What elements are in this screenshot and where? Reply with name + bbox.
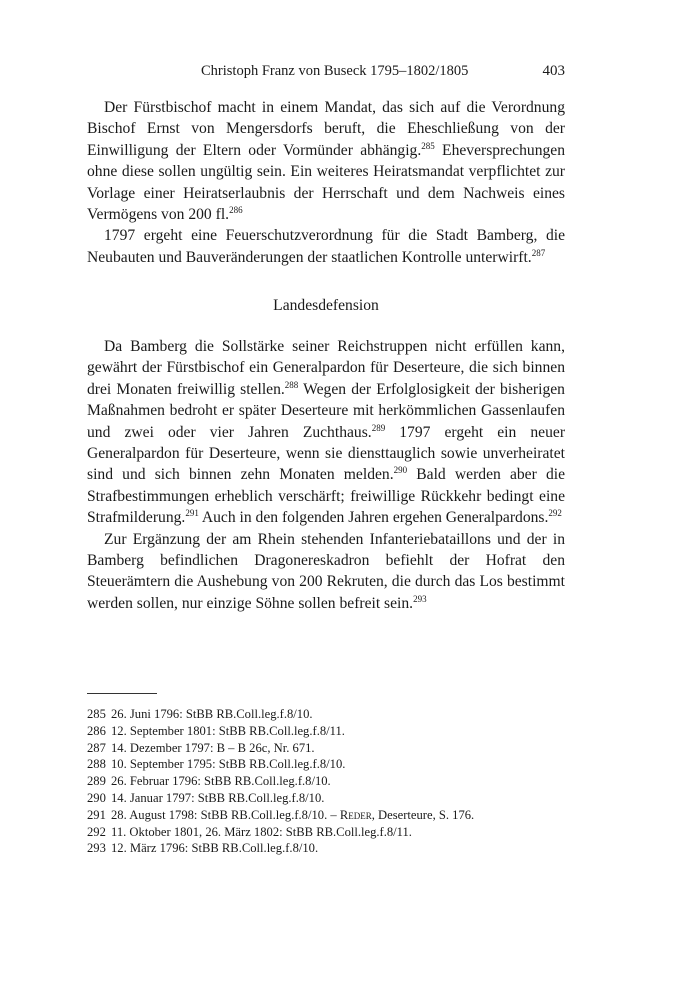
page-number: 403 bbox=[542, 63, 565, 79]
paragraph bbox=[87, 336, 565, 529]
footnote-text bbox=[111, 790, 324, 807]
paragraph-text: Da Bamberg die Sollstärke seiner Reichstruppen nicht erfüllen kann, gewährt der Fürstbischof ein Generalpardon für Deserteure, die sich binnen drei Monaten freiwillig stellen. bbox=[87, 338, 565, 398]
paragraph bbox=[87, 529, 565, 615]
paragraph-text: Zur Ergänzung der am Rhein stehenden Infanteriebataillons und der in Bamberg befindlichen Dragonereskadron befiehlt der Hofrat den Steuerämtern die Aushebung von 200 Rekruten, die durch das Los bestimmt werden sollen, nur einzige Söhne sollen befreit sein. bbox=[87, 530, 565, 612]
paragraph-text: Auch in den folgenden Jahren ergehen Generalpardons. bbox=[198, 509, 549, 527]
footnote-separator bbox=[87, 693, 157, 694]
footnote-text bbox=[111, 807, 474, 824]
footnote-text bbox=[111, 773, 331, 790]
footnote-text bbox=[111, 740, 315, 757]
footnote-ref[interactable]: 288 bbox=[284, 379, 299, 390]
footnote-text bbox=[111, 706, 313, 723]
footnote-number: 293 bbox=[87, 841, 106, 856]
paragraph-text: 1797 ergeht ein neuer Generalpardon für Deserteure, wenn sie diensttauglich sowie unverheiratet sind und sich binnen zehn Monaten melden. bbox=[87, 423, 566, 484]
footnote-ref[interactable]: 291 bbox=[185, 508, 199, 519]
paragraph bbox=[87, 225, 565, 268]
footnote-text bbox=[111, 756, 345, 773]
footnotes bbox=[87, 706, 565, 857]
footnote bbox=[87, 773, 565, 790]
running-title: Christoph Franz von Buseck 1795–1802/1805 bbox=[201, 63, 469, 79]
footnote-number: 286 bbox=[87, 723, 106, 738]
paragraph-text: Bald werden aber die Strafbestimmungen erheblich verschärft; freiwillige Rückkehr bedingt eine Strafmilderung. bbox=[87, 466, 565, 527]
footnote-ref[interactable]: 292 bbox=[548, 508, 562, 519]
footnote-text bbox=[111, 840, 318, 857]
footnote-citation: 10. September 1795: StBB RB.Coll.leg.f.8/10. bbox=[111, 757, 346, 772]
footnote-author: Reder bbox=[339, 807, 372, 822]
section-heading: Landesdefension bbox=[273, 297, 379, 314]
footnote bbox=[87, 840, 565, 857]
paragraph-text: 1797 ergeht eine Feuerschutzverordnung für die Stadt Bamberg, die Neubauten und Bauveränderungen der staatlichen Kontrolle unterwirft. bbox=[87, 227, 565, 266]
footnote bbox=[87, 790, 565, 807]
footnote-citation: 14. Dezember 1797: B – B 26c, Nr. 671. bbox=[111, 740, 315, 755]
footnote-citation: 12. September 1801: StBB RB.Coll.leg.f.8/11. bbox=[111, 723, 345, 738]
paragraph bbox=[87, 97, 565, 225]
footnote-citation: 26. Februar 1796: StBB RB.Coll.leg.f.8/10. bbox=[111, 774, 331, 789]
footnote-number: 292 bbox=[87, 824, 106, 839]
footnote-number: 287 bbox=[87, 740, 106, 755]
footnote bbox=[87, 723, 565, 740]
footnote-citation: 14. Januar 1797: StBB RB.Coll.leg.f.8/10. bbox=[111, 790, 325, 805]
footnote-number: 290 bbox=[87, 790, 106, 805]
footnote-ref[interactable]: 290 bbox=[393, 465, 408, 476]
footnote bbox=[87, 824, 565, 841]
footnote-text bbox=[111, 824, 412, 841]
footnote-number: 289 bbox=[87, 774, 106, 789]
footnote-number: 285 bbox=[87, 707, 106, 721]
body-text-bottom bbox=[87, 336, 565, 614]
footnote-text bbox=[111, 723, 345, 740]
footnote bbox=[87, 756, 565, 773]
footnote-citation: 28. August 1798: StBB RB.Coll.leg.f.8/10. – bbox=[111, 807, 340, 822]
paragraph-text: Der Fürstbischof macht in einem Mandat, das sich auf die Verordnung Bischof Ernst von Mengersdorfs beruft, die Eheschließung von der Einwilligung der Eltern oder Vormünder abhängig. bbox=[87, 99, 565, 159]
footnote-ref[interactable]: 289 bbox=[371, 422, 386, 433]
footnote-citation: 26. Juni 1796: StBB RB.Coll.leg.f.8/10. bbox=[111, 707, 313, 721]
footnote bbox=[87, 807, 565, 824]
footnote-citation: 12. März 1796: StBB RB.Coll.leg.f.8/10. bbox=[111, 841, 319, 856]
footnote bbox=[87, 706, 565, 723]
footnote-number: 291 bbox=[87, 807, 106, 822]
footnote-ref[interactable]: 285 bbox=[421, 140, 435, 151]
paragraph-text: Wegen der Erfolglosigkeit der bisherigen Maßnahmen bedroht er später Deserteure mit herkömmlichen Gassenlaufen und zwei oder vier Jahren Zuchthaus. bbox=[87, 380, 565, 441]
footnote-ref[interactable]: 287 bbox=[531, 247, 546, 258]
paragraph-text: Eheversprechungen ohne diese sollen ungültig sein. Ein weiteres Heiratsmandat verpflichtet zur Vorlage einer Heiratserlaubnis der Herrschaft und dem Nachweis eines Vermögens von 200 fl. bbox=[87, 141, 565, 224]
footnote-ref[interactable]: 286 bbox=[229, 204, 243, 215]
footnote-number: 288 bbox=[87, 757, 106, 772]
footnote-citation-rest: , Deserteure, S. 176. bbox=[371, 807, 475, 822]
footnote-ref[interactable]: 293 bbox=[413, 593, 427, 604]
footnote-citation: 11. Oktober 1801, 26. März 1802: StBB RB.Coll.leg.f.8/11. bbox=[111, 824, 412, 839]
page-header bbox=[87, 63, 565, 83]
body-text-top bbox=[87, 97, 565, 268]
footnote bbox=[87, 740, 565, 757]
